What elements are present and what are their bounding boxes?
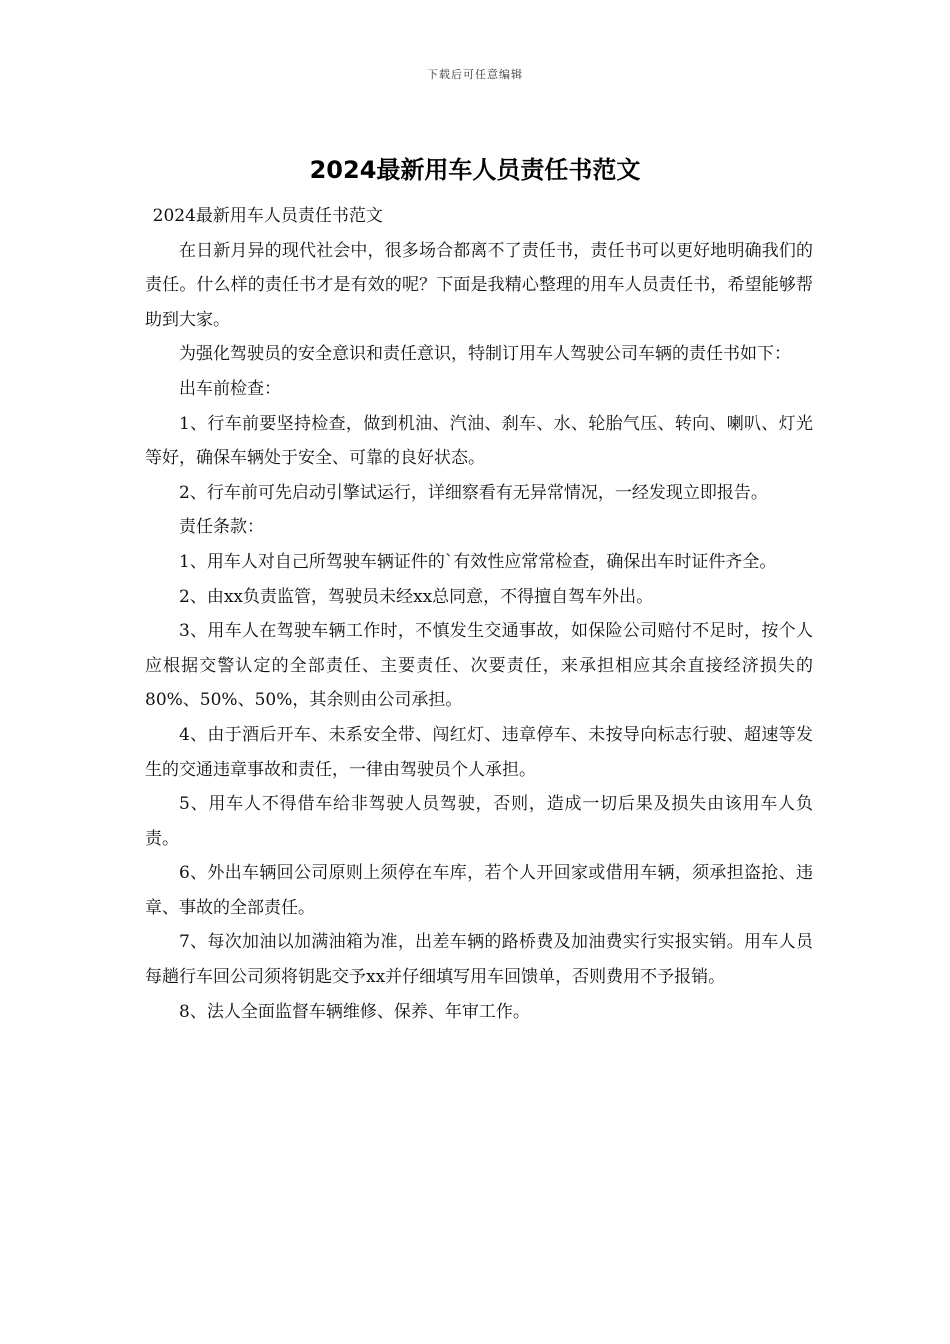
- document-title: 2024最新用车人员责任书范文: [309, 156, 641, 184]
- pre-check-item-2: 2、行车前可先启动引擎试运行，详细察看有无异常情况，一经发现立即报告。: [179, 482, 768, 503]
- responsibility-item-8: 8、法人全面监督车辆维修、保养、年审工作。: [179, 1001, 530, 1022]
- header-note: 下载后可任意编辑: [427, 68, 523, 81]
- paragraph-intro: 在日新月异的现代社会中，很多场合都离不了责任书，责任书可以更好地明确我们的责任。什么样的责任书才是有效的呢？下面是我精心整理的用车人员责任书，希望能够帮助到大家。: [145, 240, 813, 330]
- document-body: [145, 199, 813, 1029]
- responsibility-item-7: 7、每次加油以加满油箱为准，出差车辆的路桥费及加油费实行实报实销。用车人员每趟行车回公司须将钥匙交予xx并仔细填写用车回馈单，否则费用不予报销。: [145, 932, 813, 988]
- responsibility-item-6: 6、外出车辆回公司原则上须停在车库，若个人开回家或借用车辆，须承担盗抢、违章、事故的全部责任。: [145, 863, 813, 918]
- section-heading-responsibility: 责任条款：: [179, 517, 264, 538]
- section-heading-pre-check: 出车前检查：: [179, 378, 281, 399]
- pre-check-item-1: 1、行车前要坚持检查，做到机油、汽油、刹车、水、轮胎气压、转向、喇叭、灯光等好，确保车辆处于安全、可靠的良好状态。: [145, 413, 813, 469]
- document-subtitle: 2024最新用车人员责任书范文: [152, 206, 383, 226]
- responsibility-item-2: 2、由xx负责监管，驾驶员未经xx总同意，不得擅自驾车外出。: [179, 586, 654, 607]
- responsibility-item-1: 1、用车人对自己所驾驶车辆证件的`有效性应常常检查，确保出车时证件齐全。: [179, 551, 777, 572]
- paragraph-purpose: 为强化驾驶员的安全意识和责任意识，特制订用车人驾驶公司车辆的责任书如下：: [179, 344, 791, 365]
- responsibility-item-4: 4、由于酒后开车、未系安全带、闯红灯、违章停车、未按导向标志行驶、超速等发生的交通违章事故和责任，一律由驾驶员个人承担。: [145, 724, 813, 780]
- responsibility-item-5: 5、用车人不得借车给非驾驶人员驾驶，否则，造成一切后果及损失由该用车人负责。: [145, 794, 813, 849]
- responsibility-item-3: 3、用车人在驾驶车辆工作时，不慎发生交通事故，如保险公司赔付不足时，按个人应根据交警认定的全部责任、主要责任、次要责任，来承担相应其余直接经济损失的80%、50%、50%，其余则由公司承担。: [145, 621, 813, 711]
